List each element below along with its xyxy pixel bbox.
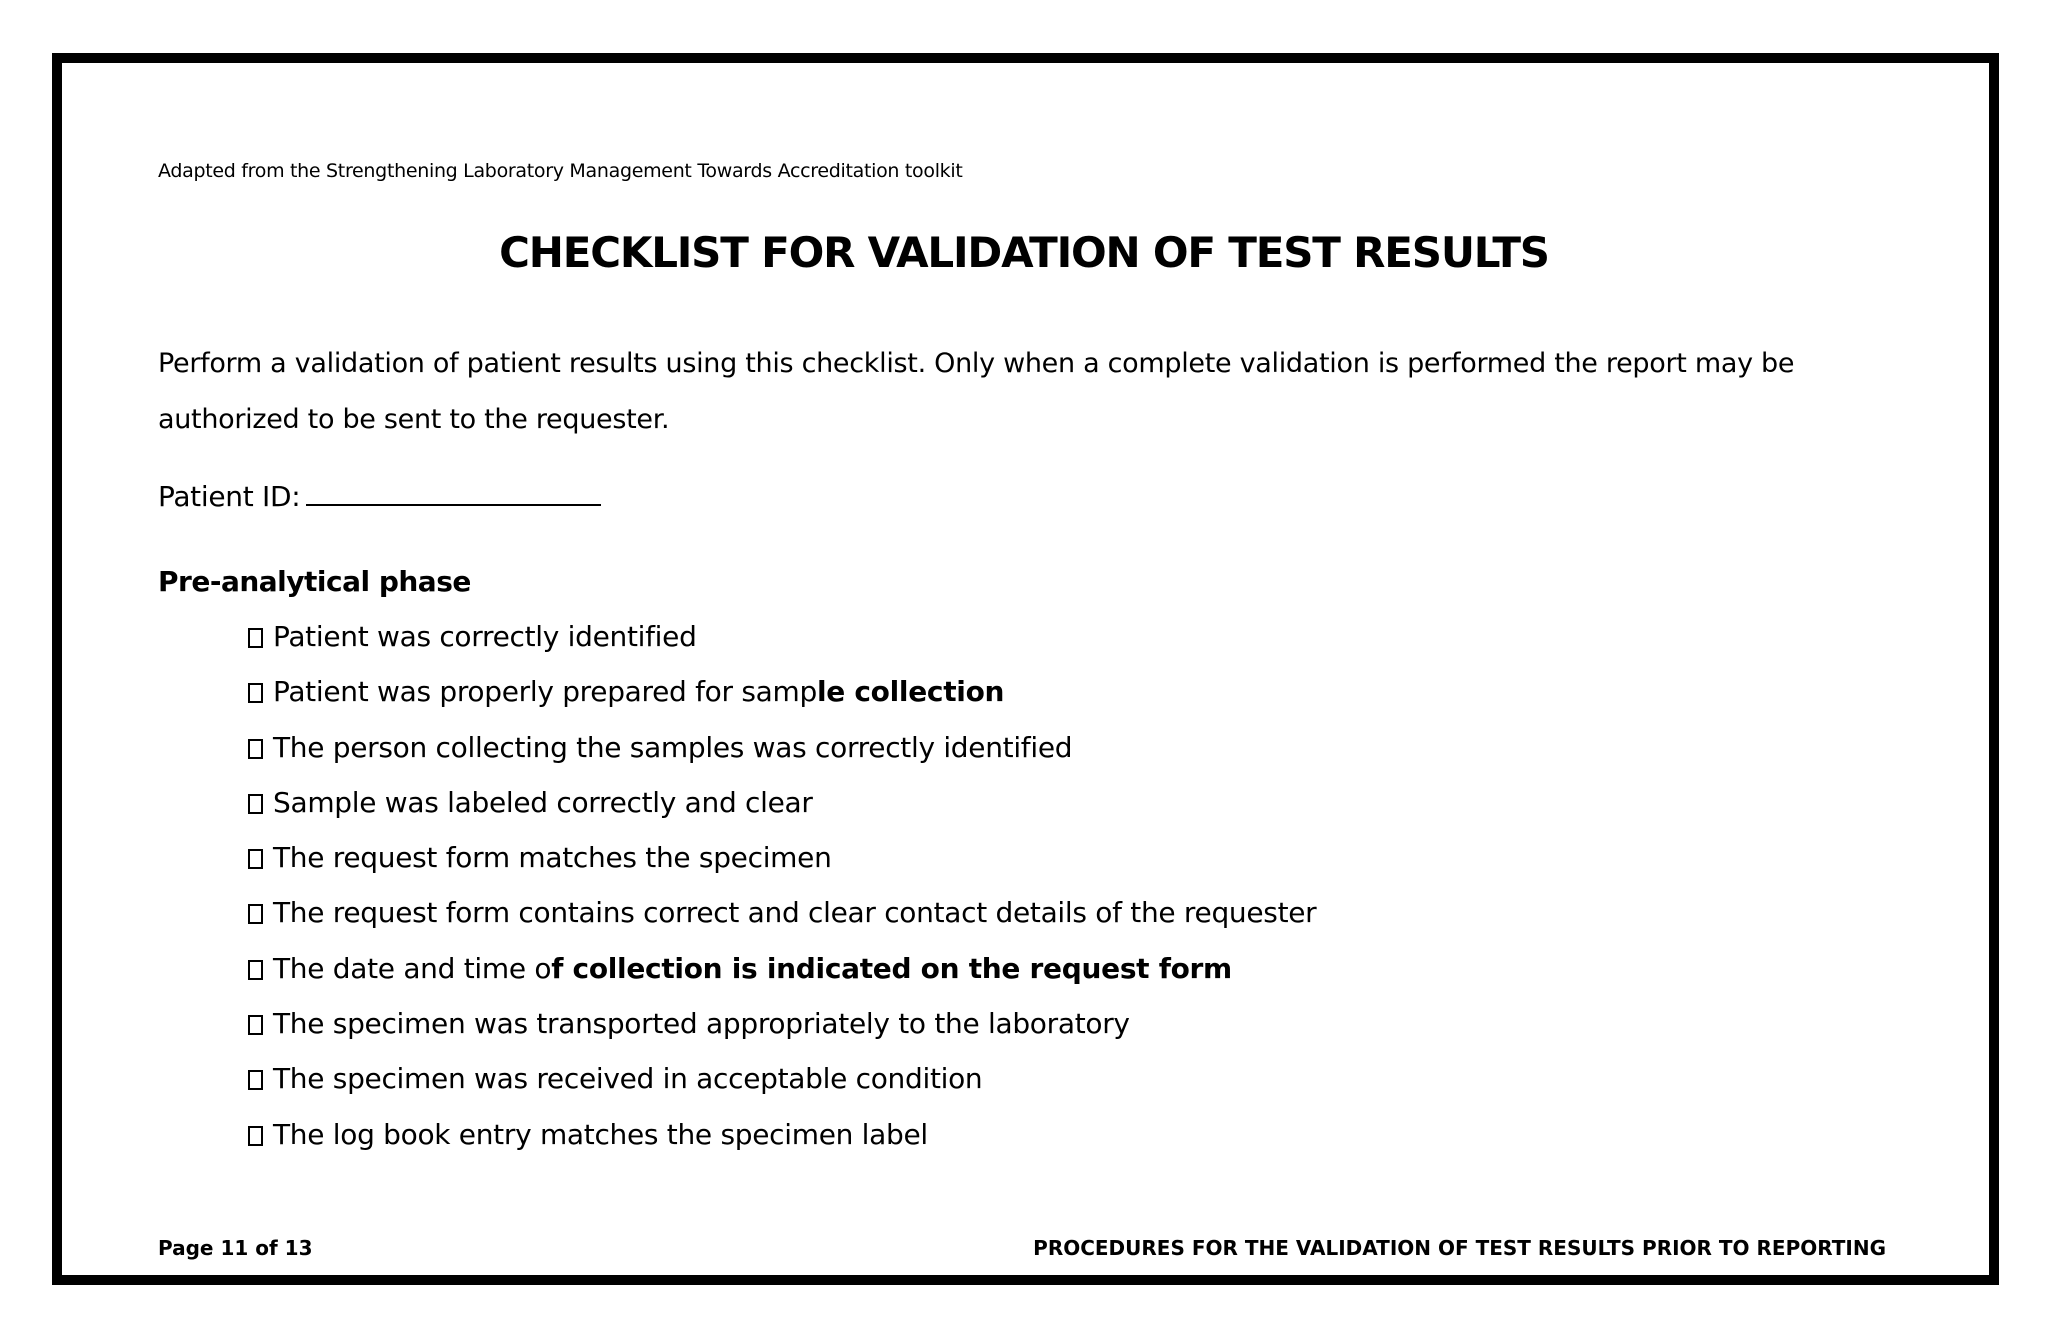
- checklist-item-text: Patient was correctly identified: [273, 620, 697, 653]
- checklist-item-text: The request form matches the specimen: [273, 841, 832, 875]
- checklist-item: [248, 952, 1316, 1007]
- intro-paragraph: Perform a validation of patient results using this checklist. Only when a complete validation is performed the report may be authorized to be sent to the requester.: [158, 348, 1795, 435]
- checklist-item-text: The person collecting the samples was correctly identified: [273, 730, 1073, 764]
- checkbox-icon: [248, 628, 263, 648]
- checklist-item-text: The specimen was transported appropriately to the laboratory: [273, 1007, 1130, 1041]
- checklist-item-text-bold: f collection is indicated on the request form: [551, 951, 1232, 985]
- attribution-note: Adapted from the Strengthening Laboratory Management Towards Accreditation toolkit: [158, 160, 963, 182]
- checklist-item: [248, 1007, 1316, 1062]
- checkbox-icon: [248, 904, 263, 924]
- checkbox-icon: [248, 683, 263, 703]
- section-heading-pre-analytical: Pre-analytical phase: [158, 565, 471, 598]
- patient-id-label: Patient ID:: [158, 480, 301, 513]
- pre-analytical-checklist: [248, 620, 1316, 1173]
- checklist-item: [248, 1062, 1316, 1117]
- checklist-item: [248, 620, 1316, 675]
- checkbox-icon: [248, 1126, 263, 1146]
- checkbox-icon: [248, 794, 263, 814]
- patient-id-field: [158, 478, 601, 513]
- checklist-item: [248, 675, 1316, 730]
- checkbox-icon: [248, 739, 263, 759]
- checklist-item-text-bold: le collection: [816, 675, 1005, 709]
- checkbox-icon: [248, 1015, 263, 1035]
- footer-page-number: Page 11 of 13: [158, 1236, 313, 1260]
- checklist-item: [248, 731, 1316, 786]
- checklist-item-text: Sample was labeled correctly and clear: [273, 785, 813, 819]
- checkbox-icon: [248, 849, 263, 869]
- checklist-item-text: The specimen was received in acceptable condition: [273, 1062, 983, 1096]
- checkbox-icon: [248, 960, 263, 980]
- checklist-item-text: Patient was properly prepared for samp: [273, 675, 817, 709]
- checklist-item-text: The request form contains correct and clear contact details of the requester: [273, 896, 1317, 930]
- patient-id-blank-line: [306, 478, 601, 506]
- checklist-item-text: The log book entry matches the specimen label: [273, 1117, 928, 1151]
- checklist-item: [248, 841, 1316, 896]
- checklist-item: [248, 896, 1316, 951]
- checklist-item-text: The date and time o: [273, 951, 552, 985]
- footer-document-title: PROCEDURES FOR THE VALIDATION OF TEST RESULTS PRIOR TO REPORTING: [1033, 1236, 1886, 1260]
- checklist-item: [248, 786, 1316, 841]
- checkbox-icon: [248, 1070, 263, 1090]
- page-title: CHECKLIST FOR VALIDATION OF TEST RESULTS: [499, 228, 1549, 277]
- checklist-item: [248, 1118, 1316, 1173]
